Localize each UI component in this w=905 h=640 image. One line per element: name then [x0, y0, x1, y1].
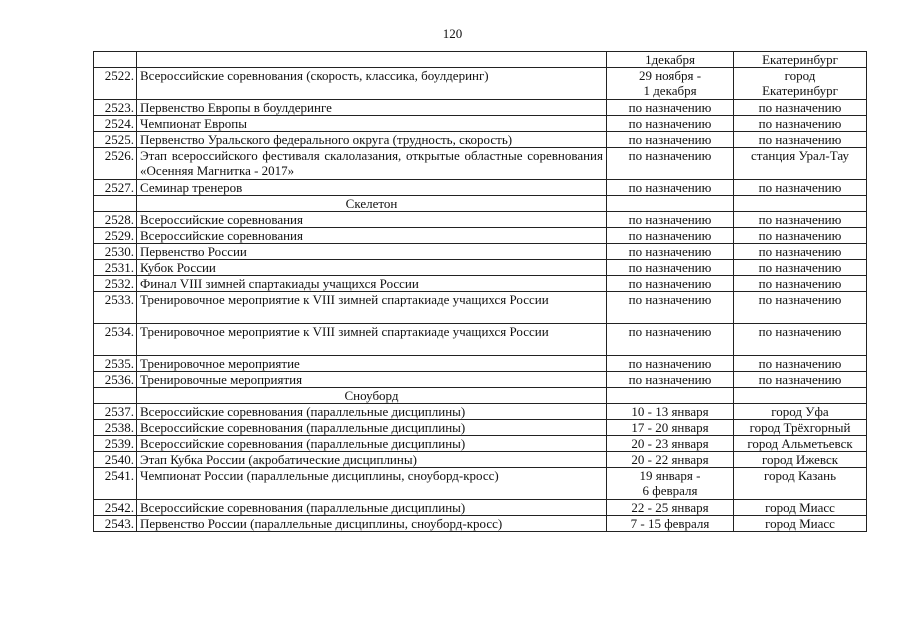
event-date: 10 - 13 января: [607, 404, 734, 420]
event-date: по назначению: [607, 356, 734, 372]
row-number: 2539.: [94, 436, 137, 452]
event-place: город Екатеринбург: [734, 68, 867, 100]
event-place: по назначению: [734, 276, 867, 292]
page-number: 120: [442, 26, 463, 41]
event-date: по назначению: [607, 276, 734, 292]
row-number: 2541.: [94, 468, 137, 500]
event-date: 17 - 20 января: [607, 420, 734, 436]
table-row: [94, 116, 867, 132]
event-name: Всероссийские соревнования: [137, 212, 607, 228]
row-number: 2538.: [94, 420, 137, 436]
event-place: по назначению: [734, 228, 867, 244]
row-number: 2524.: [94, 116, 137, 132]
event-date: 22 - 25 января: [607, 500, 734, 516]
row-number: 2537.: [94, 404, 137, 420]
event-name: Первенство Европы в боулдеринге: [137, 100, 607, 116]
row-number: 2526.: [94, 148, 137, 180]
table-row: [94, 452, 867, 468]
event-date: по назначению: [607, 212, 734, 228]
row-number: [94, 196, 137, 212]
event-date: 7 - 15 февраля: [607, 516, 734, 532]
event-name: Кубок России: [137, 260, 607, 276]
row-number: 2533.: [94, 292, 137, 324]
event-place: по назначению: [734, 372, 867, 388]
table-row: [94, 516, 867, 532]
table-row: [94, 132, 867, 148]
event-place: город Казань: [734, 468, 867, 500]
event-date: по назначению: [607, 292, 734, 324]
event-name: Всероссийские соревнования (параллельные дисциплины): [137, 404, 607, 420]
event-date: по назначению: [607, 180, 734, 196]
event-place: по назначению: [734, 132, 867, 148]
event-place: город Уфа: [734, 404, 867, 420]
section-title: Сноуборд: [137, 388, 607, 404]
event-date: 20 - 23 января: [607, 436, 734, 452]
event-place: по назначению: [734, 260, 867, 276]
event-place: город Трёхгорный: [734, 420, 867, 436]
event-date: по назначению: [607, 244, 734, 260]
row-number: 2536.: [94, 372, 137, 388]
row-number: 2522.: [94, 68, 137, 100]
table-row: [94, 148, 867, 180]
row-number: 2527.: [94, 180, 137, 196]
table-row: [94, 372, 867, 388]
event-date: по назначению: [607, 260, 734, 276]
event-place: город Ижевск: [734, 452, 867, 468]
table-row: [94, 212, 867, 228]
event-name: Этап всероссийского фестиваля скалолазания, открытые областные соревнования «Осенняя Магнитка - 2017»: [137, 148, 607, 180]
event-name: Всероссийские соревнования (параллельные дисциплины): [137, 420, 607, 436]
event-name: Тренировочное мероприятие: [137, 356, 607, 372]
event-place: по назначению: [734, 244, 867, 260]
event-date: по назначению: [607, 100, 734, 116]
event-place: по назначению: [734, 100, 867, 116]
row-number: 2525.: [94, 132, 137, 148]
row-number: 2529.: [94, 228, 137, 244]
table-row: [94, 228, 867, 244]
event-name: Первенство России (параллельные дисциплины, сноуборд-кросс): [137, 516, 607, 532]
event-date: 1декабря: [607, 52, 734, 68]
table-row: [94, 436, 867, 452]
row-number: 2530.: [94, 244, 137, 260]
section-header-row: [94, 196, 867, 212]
event-date: по назначению: [607, 324, 734, 356]
row-number: [94, 388, 137, 404]
event-name: Семинар тренеров: [137, 180, 607, 196]
table-row: [94, 420, 867, 436]
row-number: [94, 52, 137, 68]
event-date: по назначению: [607, 228, 734, 244]
event-name: Тренировочное мероприятие к VIII зимней спартакиаде учащихся России: [137, 292, 607, 324]
event-name: Всероссийские соревнования (параллельные дисциплины): [137, 436, 607, 452]
table-row: [94, 324, 867, 356]
table-row: [94, 276, 867, 292]
event-date: 19 января - 6 февраля: [607, 468, 734, 500]
event-name: Тренировочное мероприятие к VIII зимней спартакиаде учащихся России: [137, 324, 607, 356]
event-place: [734, 196, 867, 212]
table-row: [94, 292, 867, 324]
event-date: [607, 196, 734, 212]
event-name: Финал VIII зимней спартакиады учащихся России: [137, 276, 607, 292]
table-row: [94, 100, 867, 116]
table-row: [94, 180, 867, 196]
events-table: [93, 51, 867, 532]
table-row: [94, 260, 867, 276]
event-name: Всероссийские соревнования (скорость, классика, боулдеринг): [137, 68, 607, 100]
event-place: Екатеринбург: [734, 52, 867, 68]
event-place: по назначению: [734, 292, 867, 324]
row-number: 2535.: [94, 356, 137, 372]
events-table-body: [94, 52, 867, 532]
event-name: Всероссийские соревнования (параллельные дисциплины): [137, 500, 607, 516]
event-name: Чемпионат России (параллельные дисциплины, сноуборд-кросс): [137, 468, 607, 500]
row-number: 2523.: [94, 100, 137, 116]
row-number: 2534.: [94, 324, 137, 356]
table-row: [94, 404, 867, 420]
event-date: 20 - 22 января: [607, 452, 734, 468]
event-date: по назначению: [607, 148, 734, 180]
event-name: Первенство Уральского федерального округа (трудность, скорость): [137, 132, 607, 148]
event-name: Первенство России: [137, 244, 607, 260]
row-number: 2528.: [94, 212, 137, 228]
event-place: город Альметьевск: [734, 436, 867, 452]
event-place: по назначению: [734, 116, 867, 132]
event-date: по назначению: [607, 132, 734, 148]
event-date: [607, 388, 734, 404]
event-place: по назначению: [734, 212, 867, 228]
table-row: [94, 468, 867, 500]
event-place: по назначению: [734, 356, 867, 372]
event-place: по назначению: [734, 180, 867, 196]
event-date: по назначению: [607, 372, 734, 388]
table-row: [94, 68, 867, 100]
event-name: Всероссийские соревнования: [137, 228, 607, 244]
event-date: 29 ноября - 1 декабря: [607, 68, 734, 100]
row-number: 2540.: [94, 452, 137, 468]
event-place: город Миасс: [734, 516, 867, 532]
event-place: город Миасс: [734, 500, 867, 516]
event-date: по назначению: [607, 116, 734, 132]
event-name: Этап Кубка России (акробатические дисциплины): [137, 452, 607, 468]
event-place: по назначению: [734, 324, 867, 356]
row-number: 2542.: [94, 500, 137, 516]
event-name: [137, 52, 607, 68]
section-header-row: [94, 388, 867, 404]
event-place: [734, 388, 867, 404]
table-row: [94, 356, 867, 372]
event-name: Тренировочные мероприятия: [137, 372, 607, 388]
row-number: 2543.: [94, 516, 137, 532]
table-row: [94, 500, 867, 516]
table-row: [94, 244, 867, 260]
event-place: станция Урал-Тау: [734, 148, 867, 180]
event-name: Чемпионат Европы: [137, 116, 607, 132]
table-row-continued: [94, 52, 867, 68]
section-title: Скелетон: [137, 196, 607, 212]
row-number: 2531.: [94, 260, 137, 276]
row-number: 2532.: [94, 276, 137, 292]
